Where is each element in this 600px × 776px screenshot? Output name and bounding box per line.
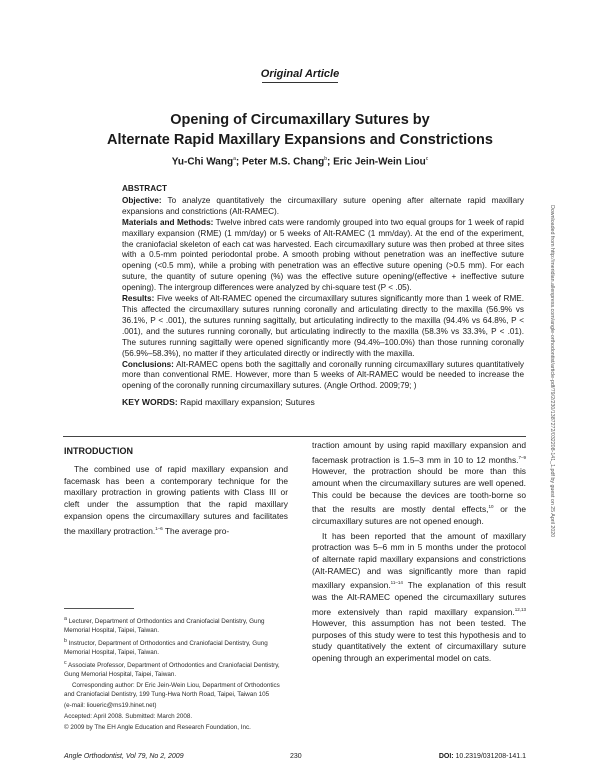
footnote-a: $^a$ Lecturer, Department of Orthodontics and Craniofacial Dentistry, Gung Memorial Hospital, Taipei, Taiwan. (64, 616, 265, 635)
article-title (60, 110, 540, 150)
right-column-body (312, 440, 526, 665)
paragraph: It has been reported that the amount of maxillary protraction was 5–6 mm in 5 months under the protocol of alternate rapid maxillary expansions and constrictions (Alt-RAMEC) and was significantly more than rapid maxillary expansion.$^{11-14}$ The explanation of this result was the Alt-RAMEC opened the circumaxillary sutures more extensively than rapid maxillary expansion.$^{12,13}$ However, this assumption has not been tested. The purposes of this study were to test this hypothesis and to study quantitatively the extent of circumaxillary suture opening through an experimental model on cats. (312, 530, 526, 664)
footnotes (64, 615, 288, 734)
paragraph: traction amount by using rapid maxillary expansion and facemask protraction is 1.5–3 mm in 10 to 12 months.$^{7-9}$ However, the protraction should be more than this amount when the circumaxillary sutures are well opened. This could be because the devices are tooth-borne so that the results are mostly dental effects,$^{10}$ or the circumaxillary sutures are not opened enough. (312, 440, 526, 526)
copyright: © 2009 by The EH Angle Education and Research Foundation, Inc. (64, 724, 251, 732)
section-rule (262, 82, 338, 83)
section-label: Original Article (260, 68, 340, 80)
title-line-1: Opening of Circumaxillary Sutures by (170, 112, 430, 128)
footer-page-number: 230 (290, 753, 302, 760)
abstract-results: Results: Five weeks of Alt-RAMEC opened the circumaxillary sutures significantly more than 1 week of RME. This affected the circumaxillary sutures running coronally and articulating directly to the maxilla (56.9% vs 36.1%, P < .001), the sutures running sagittally, but articulating indirectly to the maxilla (94.4% vs 64.8%, P < .001), and the sutures running coronally, but articulating indirectly to the maxilla (58.3% vs 33.3%, P < .01). The sutures running sagittally were opened significantly more (94.4%–100.0%) than those running coronally (56.9%–58.3%), no matter if they articulated directly or indirectly with the maxilla. (122, 294, 524, 358)
footnote-rule (64, 608, 134, 609)
corresponding-email: (e-mail: lioueric@ms19.hinet.net) (64, 702, 157, 710)
footer-doi: DOI: 10.2319/031208-141.1 (438, 753, 526, 760)
abstract-objective: Objective: To analyze quantitatively the circumaxillary suture opening after alternate rapid maxillary expansions and constrictions (Alt-RAMEC). (122, 195, 524, 216)
author-mark: a (233, 156, 236, 162)
author-name: Peter M.S. Chang (241, 156, 325, 168)
abstract (122, 184, 524, 408)
download-sidebar-note: Downloaded from http://meridian.allenpress.com/angle-orthodontist/article-pdf/79/2/230/1387272/032208-141_1.pdf by guest on 25 April 2020 (549, 205, 555, 538)
paragraph: The combined use of rapid maxillary expansion and facemask has been a contemporary technique for the maxillary protraction in growing patients with Class III or cleft under the assumption that the rapid maxillary expansion opens the circumaxillary sutures and facilitates the maxillary protraction.$^{1-6}$ The average pro- (64, 464, 288, 536)
author-name: Eric Jein-Wein Liou (333, 156, 426, 168)
accepted-dates: Accepted: April 2008. Submitted: March 2008. (64, 713, 193, 721)
left-column-body (64, 464, 288, 537)
author-list: Yu-Chi Wang$^a$; Peter M.S. Chang$^b$; Eric Jein-Wein Liou$^c$ (171, 156, 429, 168)
abstract-heading: ABSTRACT (122, 184, 168, 193)
author-mark: c (425, 156, 429, 162)
footer-journal: Angle Orthodontist, Vol 79, No 2, 2009 (64, 753, 184, 760)
title-line-2: Alternate Rapid Maxillary Expansions and Constrictions (107, 132, 493, 148)
footnote-b: $^b$ Instructor, Department of Orthodontics and Craniofacial Dentistry, Gung Memorial Hospital, Taipei, Taiwan. (64, 638, 268, 657)
corresponding-author: Corresponding author: Dr Eric Jein-Wein Liou, Department of Orthodontics and Craniofacial Dentistry, 199 Tung-Hwa North Road, Taipei, Taiwan 105 (64, 682, 280, 699)
abstract-methods: Materials and Methods: Twelve inbred cats were randomly grouped into two equal groups for 1 week of rapid maxillary expansion (RME) (1 mm/day) or 5 weeks of Alt-RAMEC (1 mm/day). At the end of the experiment, the craniofacial skeleton of each cat was harvested. Each circumaxillary suture was then probed at three sites with a 0.5-mm pointed periodontal probe. A smooth probing without penetration was an ineffective suture opening (<0.5 mm), while a probing with penetration was an effective suture opening (>0.5 mm). For each suture, the quantity of suture opening (%) was the effective suture opening/(effective + ineffective suture opening). The intergroup differences were analyzed by chi-square test (P < .05). (122, 217, 524, 293)
abstract-divider (63, 436, 526, 437)
abstract-conclusions: Conclusions: Alt-RAMEC opens both the sagittally and coronally running circumaxillary sutures quantitatively more than conventional RME. However, more than 5 weeks of Alt-RAMEC would be needed to increase the opening of the coronally running circumaxillary sutures. (Angle Orthod. 2009;79; ) (122, 359, 524, 391)
footnote-c: $^c$ Associate Professor, Department of Orthodontics and Craniofacial Dentistry, Gung Memorial Hospital, Taipei, Taiwan. (64, 660, 280, 679)
author-mark: b (324, 156, 327, 162)
section-heading-introduction: INTRODUCTION (64, 446, 133, 456)
keywords: KEY WORDS: Rapid maxillary expansion; Sutures (122, 397, 315, 408)
author-name: Yu-Chi Wang (171, 156, 234, 168)
